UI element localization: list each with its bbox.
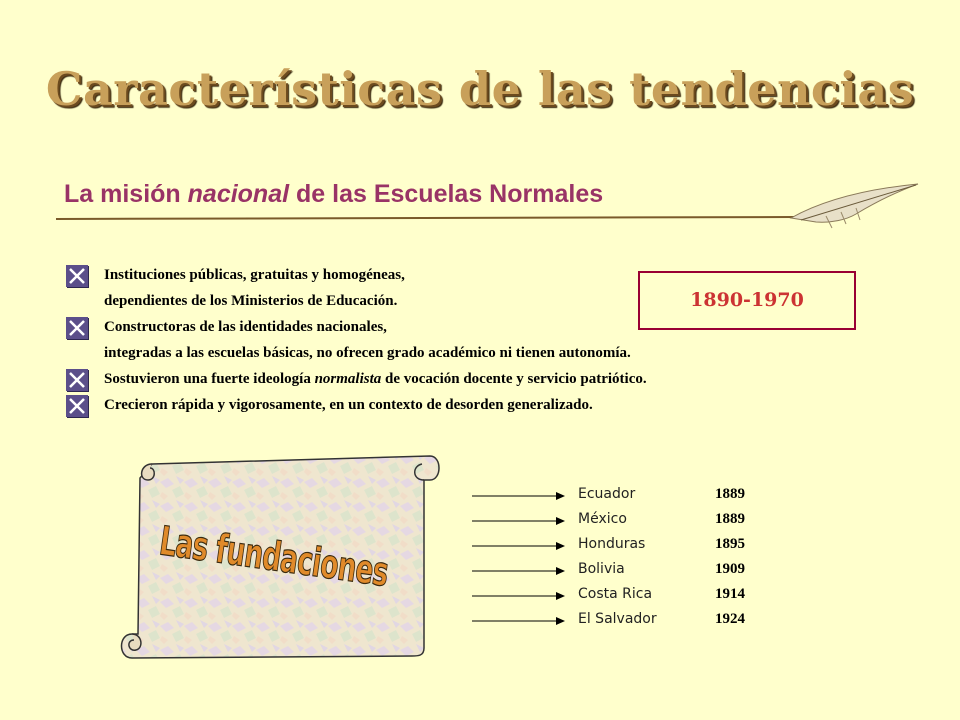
bullet-list [66, 262, 647, 418]
arrow-right-icon [470, 565, 570, 577]
parchment-scroll [112, 452, 510, 664]
x-box-icon [66, 317, 88, 339]
arrow-right-icon [470, 590, 570, 602]
bullet-item: Crecieron rápida y vigorosamente, en un contexto de desorden generalizado. [66, 392, 647, 418]
bullet-item: Sostuvieron una fuerte ideología normalista de vocación docente y servicio patriótico. [66, 366, 647, 392]
arrow-right-icon [470, 515, 570, 527]
slide-subtitle: La misión nacional de las Escuelas Normales [64, 180, 604, 208]
arrow-right-icon [470, 615, 570, 627]
arrow-right-icon [470, 540, 570, 552]
date-range-badge: 1890-1970 [638, 271, 856, 330]
bullet-item: Constructoras de las identidades nacionales, [66, 314, 647, 340]
bullet-item: Instituciones públicas, gratuitas y homogéneas, [66, 262, 647, 288]
slide-title: Características de las tendencias [45, 62, 915, 116]
bullet-continuation: dependientes de los Ministerios de Educación. [104, 293, 398, 309]
x-box-icon [66, 265, 88, 287]
x-box-icon [66, 369, 88, 391]
arrow-right-icon [470, 490, 570, 502]
x-box-icon [66, 395, 88, 417]
scroll-title: Las fundaciones [156, 518, 510, 613]
bullet-continuation: integradas a las escuelas básicas, no ofrecen grado académico ni tienen autonomía. [104, 345, 631, 361]
